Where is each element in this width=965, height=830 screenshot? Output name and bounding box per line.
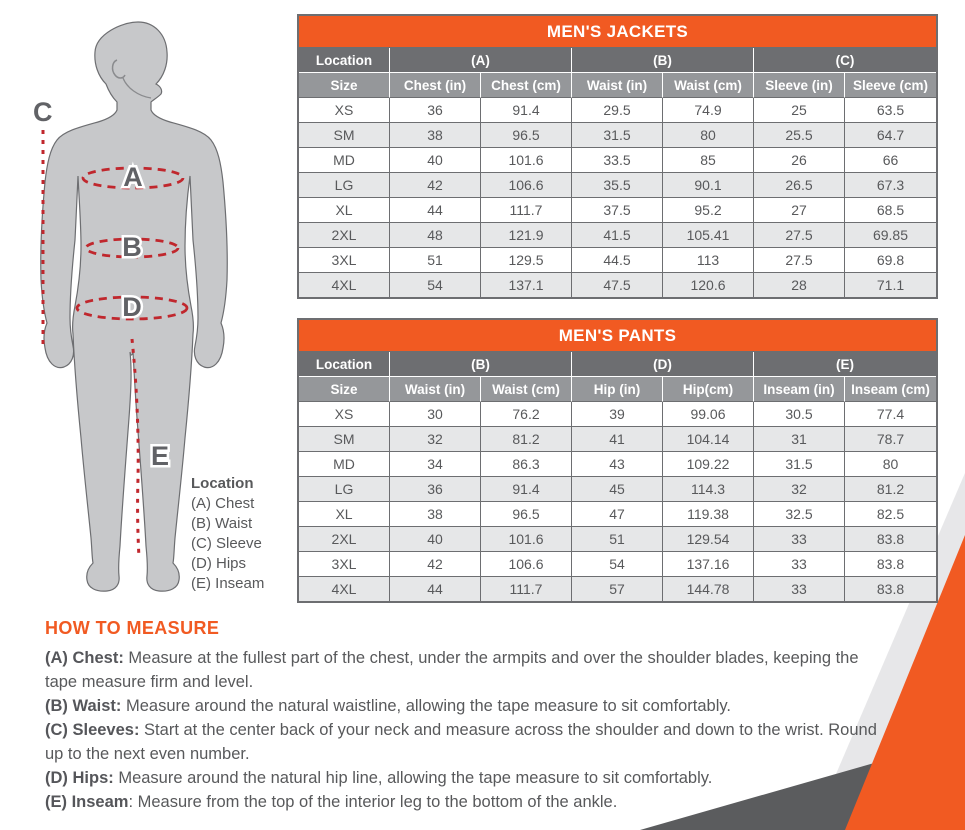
- table-cell: 80: [663, 123, 754, 148]
- table-row: [299, 173, 936, 198]
- table-cell: 48: [390, 223, 481, 248]
- table-row: [299, 73, 936, 98]
- table-cell: 27.5: [754, 248, 845, 273]
- measure-instruction: (C) Sleeves: Start at the center back of your neck and measure across the shoulder and down to the wrist. Round up to the next even number.: [45, 721, 877, 763]
- table-cell: 96.5: [481, 123, 572, 148]
- size-cell: XL: [299, 198, 390, 223]
- size-cell: XS: [299, 402, 390, 427]
- table-cell: 113: [663, 248, 754, 273]
- table-cell: 32: [390, 427, 481, 452]
- table-cell: 25.5: [754, 123, 845, 148]
- table-cell: 111.7: [481, 198, 572, 223]
- table-cell: 66: [845, 148, 936, 173]
- size-cell: 2XL: [299, 527, 390, 552]
- table-cell: 40: [390, 527, 481, 552]
- table-cell: 91.4: [481, 477, 572, 502]
- measure-instruction: (D) Hips: Measure around the natural hip line, allowing the tape measure to sit comfortably.: [45, 769, 713, 787]
- table-row: [299, 273, 936, 297]
- column-header: Size: [299, 377, 390, 402]
- table-cell: 31.5: [572, 123, 663, 148]
- table-cell: 137.1: [481, 273, 572, 297]
- table-cell: 101.6: [481, 527, 572, 552]
- table-cell: 81.2: [845, 477, 936, 502]
- table-cell: 33: [754, 527, 845, 552]
- table-cell: 99.06: [663, 402, 754, 427]
- location-header: Location: [299, 48, 390, 73]
- size-cell: XS: [299, 98, 390, 123]
- table-row: [299, 452, 936, 477]
- size-cell: 4XL: [299, 273, 390, 297]
- table-row: [299, 552, 936, 577]
- table-row: [299, 427, 936, 452]
- table-cell: 63.5: [845, 98, 936, 123]
- table-cell: 45: [572, 477, 663, 502]
- measure-instruction: (B) Waist: Measure around the natural waistline, allowing the tape measure to sit comfortably.: [45, 697, 731, 715]
- table-cell: 28: [754, 273, 845, 297]
- jackets-table: [297, 14, 938, 299]
- group-header: (B): [390, 352, 572, 377]
- table-cell: 111.7: [481, 577, 572, 601]
- table-cell: 42: [390, 173, 481, 198]
- table-cell: 68.5: [845, 198, 936, 223]
- size-cell: LG: [299, 477, 390, 502]
- legend-item: (E) Inseam: [191, 575, 265, 592]
- table-row: [299, 123, 936, 148]
- measure-instruction-label: (C) Sleeves:: [45, 721, 140, 739]
- jackets-table-section: [297, 14, 938, 299]
- table-cell: 78.7: [845, 427, 936, 452]
- size-cell: SM: [299, 123, 390, 148]
- table-cell: 119.38: [663, 502, 754, 527]
- table-cell: 71.1: [845, 273, 936, 297]
- table-cell: 34: [390, 452, 481, 477]
- legend-item: (C) Sleeve: [191, 535, 262, 552]
- column-header: Chest (in): [390, 73, 481, 98]
- table-cell: 57: [572, 577, 663, 601]
- table-cell: 90.1: [663, 173, 754, 198]
- table-cell: 36: [390, 98, 481, 123]
- legend-item: (D) Hips: [191, 555, 246, 572]
- table-cell: 32.5: [754, 502, 845, 527]
- table-row: [299, 98, 936, 123]
- table-cell: 54: [390, 273, 481, 297]
- how-to-measure-section: [45, 618, 887, 814]
- table-cell: 129.5: [481, 248, 572, 273]
- table-cell: 38: [390, 123, 481, 148]
- table-cell: 40: [390, 148, 481, 173]
- table-cell: 41.5: [572, 223, 663, 248]
- group-header: (E): [754, 352, 936, 377]
- group-header: (A): [390, 48, 572, 73]
- table-cell: 39: [572, 402, 663, 427]
- table-cell: 37.5: [572, 198, 663, 223]
- table-cell: 109.22: [663, 452, 754, 477]
- table-cell: 129.54: [663, 527, 754, 552]
- legend-item: (A) Chest: [191, 495, 255, 512]
- location-header: Location: [299, 352, 390, 377]
- size-cell: MD: [299, 148, 390, 173]
- size-cell: 3XL: [299, 552, 390, 577]
- table-cell: 137.16: [663, 552, 754, 577]
- table-row: [299, 377, 936, 402]
- group-header: (B): [572, 48, 754, 73]
- measure-instruction-label: (D) Hips:: [45, 769, 114, 787]
- column-header: Inseam (cm): [845, 377, 936, 402]
- table-row: [299, 248, 936, 273]
- legend-title: Location: [191, 475, 254, 492]
- column-header: Waist (cm): [481, 377, 572, 402]
- size-cell: LG: [299, 173, 390, 198]
- table-cell: 44: [390, 198, 481, 223]
- pants-table: [297, 318, 938, 603]
- table-cell: 144.78: [663, 577, 754, 601]
- table-cell: 27: [754, 198, 845, 223]
- table-row: [299, 16, 936, 48]
- size-cell: 3XL: [299, 248, 390, 273]
- table-cell: 80: [845, 452, 936, 477]
- group-header: (C): [754, 48, 936, 73]
- measure-instruction-label: (E) Inseam: [45, 793, 129, 811]
- table-cell: 85: [663, 148, 754, 173]
- column-header: Size: [299, 73, 390, 98]
- table-cell: 106.6: [481, 173, 572, 198]
- pants-table-section: [297, 318, 938, 603]
- table-row: [299, 148, 936, 173]
- table-cell: 121.9: [481, 223, 572, 248]
- column-header: Hip (in): [572, 377, 663, 402]
- table-cell: 42: [390, 552, 481, 577]
- table-cell: 91.4: [481, 98, 572, 123]
- table-cell: 47.5: [572, 273, 663, 297]
- table-cell: 105.41: [663, 223, 754, 248]
- table-cell: 106.6: [481, 552, 572, 577]
- size-cell: XL: [299, 502, 390, 527]
- table-row: [299, 48, 936, 73]
- column-header: Waist (in): [572, 73, 663, 98]
- size-cell: 2XL: [299, 223, 390, 248]
- table-row: [299, 223, 936, 248]
- table-cell: 83.8: [845, 527, 936, 552]
- legend-item: (B) Waist: [191, 515, 253, 532]
- table-cell: 83.8: [845, 552, 936, 577]
- table-row: [299, 502, 936, 527]
- table-cell: 43: [572, 452, 663, 477]
- size-cell: 4XL: [299, 577, 390, 601]
- measure-instruction-label: (B) Waist:: [45, 697, 122, 715]
- table-cell: 82.5: [845, 502, 936, 527]
- table-cell: 30.5: [754, 402, 845, 427]
- jackets-table-title: MEN'S JACKETS: [299, 16, 936, 48]
- table-cell: 54: [572, 552, 663, 577]
- label-a: A: [123, 162, 143, 192]
- table-cell: 51: [572, 527, 663, 552]
- table-cell: 76.2: [481, 402, 572, 427]
- table-cell: 29.5: [572, 98, 663, 123]
- measurement-legend: [191, 474, 264, 594]
- table-cell: 114.3: [663, 477, 754, 502]
- table-cell: 69.8: [845, 248, 936, 273]
- table-cell: 30: [390, 402, 481, 427]
- table-cell: 35.5: [572, 173, 663, 198]
- table-row: [299, 402, 936, 427]
- size-cell: SM: [299, 427, 390, 452]
- table-cell: 81.2: [481, 427, 572, 452]
- table-cell: 64.7: [845, 123, 936, 148]
- table-cell: 33: [754, 552, 845, 577]
- table-cell: 26.5: [754, 173, 845, 198]
- table-cell: 95.2: [663, 198, 754, 223]
- table-cell: 86.3: [481, 452, 572, 477]
- table-row: [299, 320, 936, 352]
- column-header: Sleeve (cm): [845, 73, 936, 98]
- table-row: [299, 527, 936, 552]
- measure-instruction: (A) Chest: Measure at the fullest part of the chest, under the armpits and over the shoulder blades, keeping the tape measure firm and level.: [45, 649, 859, 691]
- table-cell: 74.9: [663, 98, 754, 123]
- table-cell: 101.6: [481, 148, 572, 173]
- column-header: Chest (cm): [481, 73, 572, 98]
- column-header: Inseam (in): [754, 377, 845, 402]
- table-cell: 41: [572, 427, 663, 452]
- measure-instruction: (E) Inseam: Measure from the top of the interior leg to the bottom of the ankle.: [45, 793, 618, 811]
- table-cell: 26: [754, 148, 845, 173]
- label-e: E: [151, 441, 170, 471]
- table-cell: 31.5: [754, 452, 845, 477]
- how-to-measure-title: HOW TO MEASURE: [45, 618, 220, 638]
- table-cell: 51: [390, 248, 481, 273]
- table-cell: 44: [390, 577, 481, 601]
- table-cell: 47: [572, 502, 663, 527]
- table-cell: 67.3: [845, 173, 936, 198]
- table-row: [299, 198, 936, 223]
- table-cell: 33: [754, 577, 845, 601]
- label-d: D: [122, 292, 142, 322]
- size-cell: MD: [299, 452, 390, 477]
- table-cell: 31: [754, 427, 845, 452]
- label-c: C: [33, 97, 53, 127]
- column-header: Hip(cm): [663, 377, 754, 402]
- measure-instruction-label: (A) Chest:: [45, 649, 124, 667]
- table-cell: 36: [390, 477, 481, 502]
- table-row: [299, 577, 936, 601]
- label-b: B: [122, 232, 142, 262]
- pants-table-title: MEN'S PANTS: [299, 320, 936, 352]
- legend-items: [191, 494, 264, 594]
- table-cell: 27.5: [754, 223, 845, 248]
- table-cell: 77.4: [845, 402, 936, 427]
- table-cell: 104.14: [663, 427, 754, 452]
- table-cell: 120.6: [663, 273, 754, 297]
- table-cell: 44.5: [572, 248, 663, 273]
- table-cell: 83.8: [845, 577, 936, 601]
- table-cell: 32: [754, 477, 845, 502]
- table-cell: 69.85: [845, 223, 936, 248]
- table-cell: 33.5: [572, 148, 663, 173]
- column-header: Sleeve (in): [754, 73, 845, 98]
- how-to-measure-items: [45, 646, 887, 814]
- table-cell: 38: [390, 502, 481, 527]
- group-header: (D): [572, 352, 754, 377]
- table-cell: 96.5: [481, 502, 572, 527]
- column-header: Waist (cm): [663, 73, 754, 98]
- column-header: Waist (in): [390, 377, 481, 402]
- table-cell: 25: [754, 98, 845, 123]
- table-row: [299, 477, 936, 502]
- table-row: [299, 352, 936, 377]
